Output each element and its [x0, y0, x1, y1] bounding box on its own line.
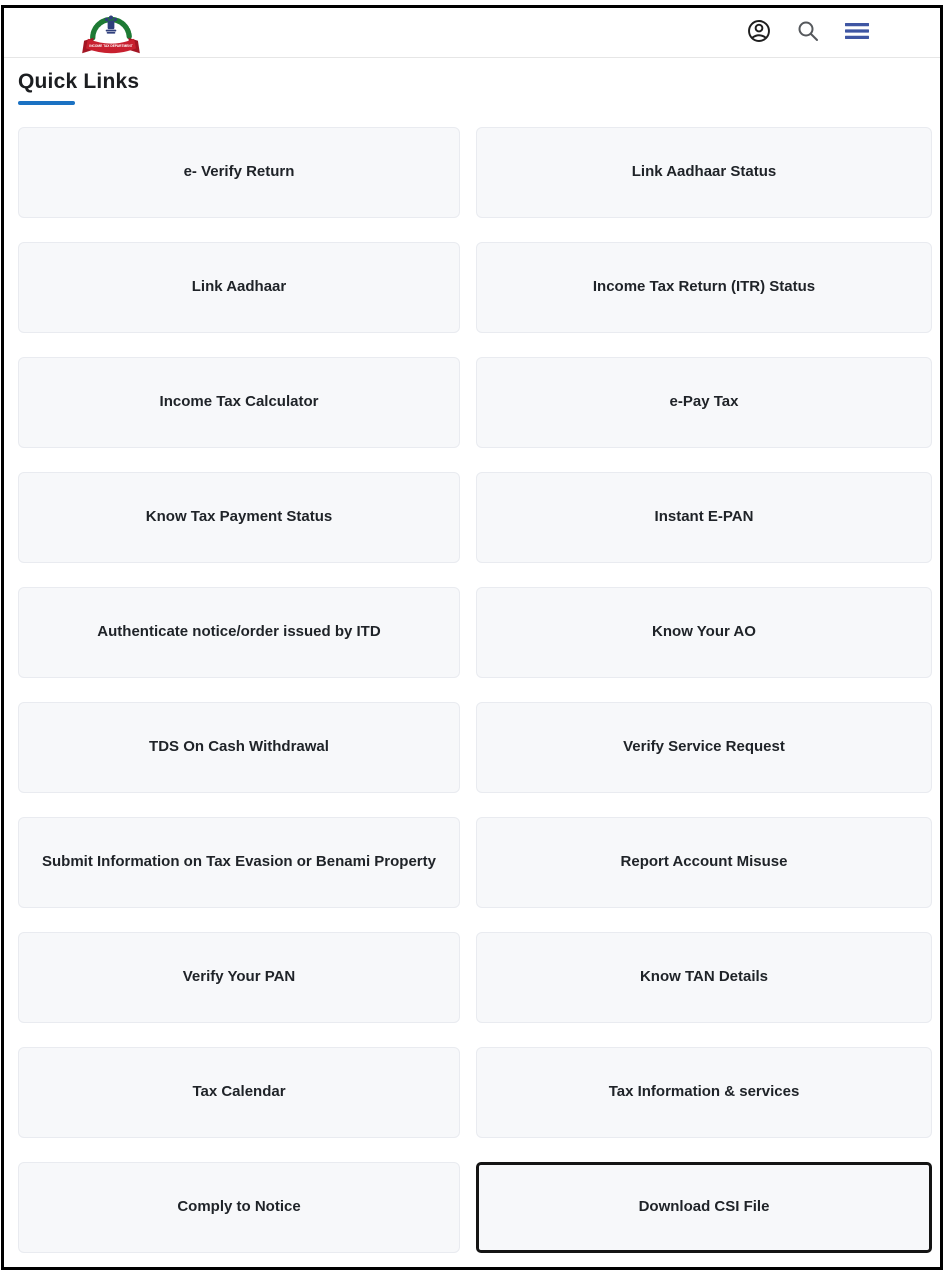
page-title: Quick Links: [18, 70, 140, 93]
quick-link-label: TDS On Cash Withdrawal: [149, 738, 329, 756]
quick-link-tax-calendar[interactable]: [18, 1047, 460, 1138]
quick-link-label: Know Tax Payment Status: [145, 508, 333, 526]
header-icons: [742, 14, 874, 48]
quick-link-e-pay-tax[interactable]: [476, 357, 932, 448]
quick-link-instant-e-pan[interactable]: [476, 472, 932, 563]
quick-link-label: Tax Calendar: [192, 1083, 286, 1101]
search-icon: [796, 19, 820, 43]
income-tax-department-logo-icon: [80, 8, 142, 58]
quick-link-know-your-ao[interactable]: [476, 587, 932, 678]
quick-link-download-csi-file[interactable]: [476, 1162, 932, 1253]
quick-link-label: Know Your AO: [652, 623, 756, 641]
quick-link-income-tax-calculator[interactable]: [18, 357, 460, 448]
menu-button[interactable]: [840, 16, 874, 46]
quick-link-label: e- Verify Return: [183, 163, 295, 181]
quick-link-link-aadhaar[interactable]: [18, 242, 460, 333]
hamburger-menu-icon: [844, 20, 870, 42]
quick-link-report-account-misuse[interactable]: [476, 817, 932, 908]
quick-link-label: Verify Service Request: [623, 738, 785, 756]
quick-link-verify-service-request[interactable]: [476, 702, 932, 793]
quick-link-authenticate-notice-order-issued-by-itd[interactable]: [18, 587, 460, 678]
quick-link-know-tan-details[interactable]: [476, 932, 932, 1023]
quick-link-label: Link Aadhaar Status: [631, 163, 777, 181]
quick-link-label: Verify Your PAN: [182, 968, 296, 986]
title-underline: [18, 101, 75, 105]
quick-link-label: Know TAN Details: [639, 968, 769, 986]
quick-link-tax-information-services[interactable]: [476, 1047, 932, 1138]
quick-link-tds-on-cash-withdrawal[interactable]: [18, 702, 460, 793]
quick-link-label: Income Tax Calculator: [159, 393, 319, 411]
account-button[interactable]: [742, 14, 776, 48]
quick-link-know-tax-payment-status[interactable]: [18, 472, 460, 563]
header: [4, 4, 940, 58]
quick-link-comply-to-notice[interactable]: [18, 1162, 460, 1253]
search-button[interactable]: [792, 15, 824, 47]
quick-link-submit-information-on-tax-evasion-or-benami-property[interactable]: [18, 817, 460, 908]
quick-link-label: Comply to Notice: [177, 1198, 301, 1216]
quick-link-label: Submit Information on Tax Evasion or Benami Property: [42, 853, 436, 871]
quick-link-link-aadhaar-status[interactable]: [476, 127, 932, 218]
quick-link-label: Instant E-PAN: [654, 508, 754, 526]
logo-banner-text: INCOME TAX DEPARTMENT: [89, 43, 133, 48]
incometax-logo[interactable]: [80, 8, 142, 58]
quick-link-label: Income Tax Return (ITR) Status: [592, 278, 816, 296]
quick-link-label: e-Pay Tax: [669, 393, 739, 411]
quick-link-income-tax-return-itr-status[interactable]: [476, 242, 932, 333]
quick-links-grid: [18, 127, 930, 1253]
quick-link-e-verify-return[interactable]: [18, 127, 460, 218]
quick-link-label: Download CSI File: [638, 1198, 770, 1216]
quick-link-label: Authenticate notice/order issued by ITD: [97, 623, 381, 641]
quick-link-label: Link Aadhaar: [191, 278, 287, 296]
quick-link-verify-your-pan[interactable]: [18, 932, 460, 1023]
quick-link-label: Report Account Misuse: [620, 853, 788, 871]
account-icon: [746, 18, 772, 44]
main-content: [0, 58, 944, 1253]
quick-link-label: Tax Information & services: [608, 1083, 800, 1101]
